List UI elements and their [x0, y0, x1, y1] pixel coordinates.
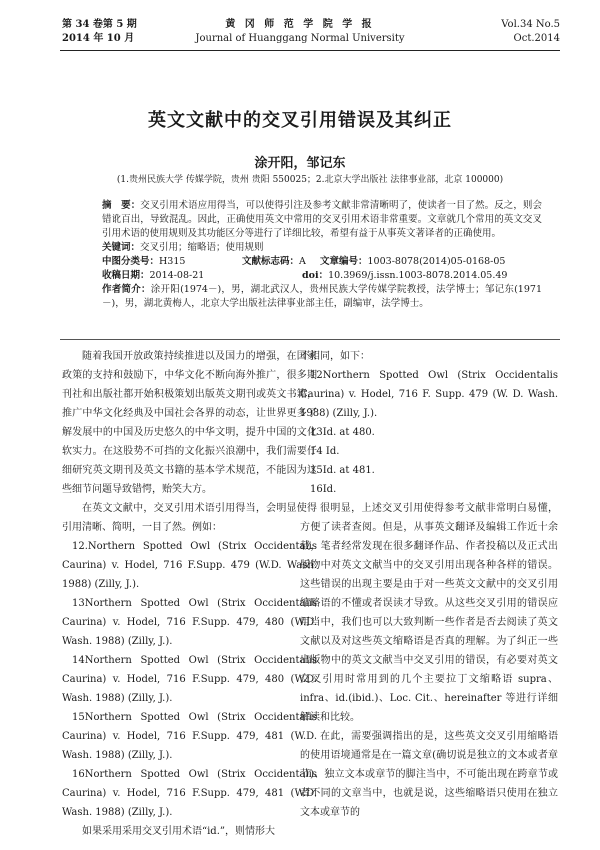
doi-value: 10.3969/j.issn.1003-8078.2014.05.49 — [328, 270, 508, 281]
received-value: 2014-08-21 — [149, 270, 205, 281]
paragraph: 不相同，如下： — [300, 351, 370, 362]
citation-line: 16Id. — [310, 484, 337, 495]
header-divider — [60, 50, 560, 51]
article-meta — [102, 199, 542, 311]
bio-label: 作者简介： — [102, 284, 151, 295]
body-column-right — [300, 347, 558, 822]
citation-line: 15Id. at 481. — [310, 465, 375, 476]
body-column-left — [62, 347, 317, 841]
doc-code-value: A — [299, 256, 306, 267]
paragraph: 在英文文献中，交叉引用术语引用得当，会明显使得引用清晰、简明，一目了然。例如： — [62, 503, 317, 533]
header-center — [150, 18, 450, 46]
received-label: 收稿日期： — [102, 270, 150, 281]
keywords-label: 关键词： — [102, 242, 141, 253]
citation-line: 14Northern Spotted Owl (Strix Occidentalis Caurina) v. Hodel, 716 F.Supp. 479, 480 (W.D. Wash. 1988) (Zilly, J.). — [62, 655, 317, 704]
paragraph: 很明显，上述交叉引用使得参考文献非常明白易懂，方便了读者查阅。但是，从事英文翻译及编辑工作近十余载，笔者经常发现在很多翻译作品、作者投稿以及正式出版物中对英文文献当中的交叉引用出现各种各样的错误。这些错误的出现主要是由于对一些英文文献中的交叉引用缩略语的不懂或者误读才导致。从这些交叉引用的错误应用当中，我们也可以大致判断一些作者是否去阅读了英文文献以及对这些英文缩略语是否真的理解。为了纠正一些出版物中的英文文献当中交叉引用的错误，有必要对英文交叉引用时常用到的几个主要拉丁文缩略语 supra、infra、id.(ibid.)、Loc. Cit.、hereinafter 等进行详细解读和比较。 — [300, 503, 558, 723]
abstract — [102, 199, 542, 241]
abstract-text: 交叉引用术语应用得当，可以使得引注及参考文献非常清晰明了，使读者一目了然。反之，则会错讹百出，导致混乱。因此，正确使用英文中常用的交叉引用术语非常重要。文章就几个常用的英文交叉引用术语的使用规则及其功能区分等进行了详细比较，希望有益于从事英文著译者的正确使用。 — [102, 200, 542, 239]
article-no-label: 文章编号： — [320, 256, 368, 267]
clc-value: H315 — [159, 256, 186, 267]
journal-name-cn: 黄 冈 师 范 学 院 学 报 — [225, 19, 375, 30]
volume-cn: 第 34 卷第 5 期 — [62, 19, 137, 30]
received-doi-row — [102, 269, 542, 283]
citation-line: 13Id. at 480. — [310, 427, 375, 438]
paragraph: 在此，需要强调指出的是，这些英文交叉引用缩略语的使用语境通常是在一篇文章(确切说是独立的文本或者章节)、独立文本或章节的脚注当中，不可能出现在跨章节或者不同的文章当中，也就是说，这些缩略语只使用在独立文本或章节的 — [300, 731, 558, 818]
keywords — [102, 241, 542, 255]
volume-en: Vol.34 No.5 — [501, 19, 560, 30]
meta-divider — [60, 339, 560, 340]
keywords-text: 交叉引用；缩略语；使用规则 — [140, 242, 264, 253]
affiliation: (1.贵州民族大学 传媒学院，贵州 贵阳 550025；2.北京大学出版社 法律事业部，北京 100000) — [116, 175, 504, 185]
paragraph: 随着我国开放政策持续推进以及国力的增强，在国家政策的支持和鼓励下，中华文化不断向海外推广，很多期刊社和出版社都开始积极策划出版英文期刊或英文书籍，推广中华文化经典及中国社会各界的动态，让世界更多了解发展中的中国及历史悠久的中华文明，提升中国的文化软实力。在这股势不可挡的文化振兴浪潮中，我们需要仔细研究英文期刊及英文书籍的基本学术规范，不能因为这些细节问题导致错愕，贻笑大方。 — [62, 351, 317, 495]
citation-line: 13Northern Spotted Owl (Strix Occidentalis Caurina) v. Hodel, 716 F.Supp. 479, 480 (W.D. Wash. 1988) (Zilly, J.). — [62, 598, 317, 647]
citation-line: 12.Northern Spotted Owl (Strix Occidentalis Caurina) v. Hodel, 716 F.Supp. 479 (W.D. Wash. 1988) (Zilly, J.). — [62, 541, 317, 590]
article-no-value: 1003-8078(2014)05-0168-05 — [367, 256, 506, 267]
date-en: Oct.2014 — [513, 33, 560, 44]
date-cn: 2014 年 10 月 — [62, 33, 135, 44]
author-bio — [102, 283, 542, 311]
journal-name-en: Journal of Huanggang Normal University — [195, 33, 405, 44]
doi-label: doi： — [302, 270, 329, 281]
header-right — [501, 18, 560, 46]
citation-line: 15Northern Spotted Owl (Strix Occidentalis Caurina) v. Hodel, 716 F.Supp. 479, 481 (W.D. Wash. 1988) (Zilly, J.). — [62, 712, 317, 761]
clc-label: 中图分类号： — [102, 256, 160, 267]
citation-line: 16Northern Spotted Owl (Strix Occidentalis Caurina) v. Hodel, 716 F.Supp. 479, 481 (W.D. Wash. 1988) (Zilly, J.). — [62, 769, 317, 818]
bio-text: 涂开阳(1974－)，男，湖北武汉人，贵州民族大学传媒学院教授，法学博士；邹记东(1971－)，男，湖北黄梅人，北京大学出版社法律事业部主任，副编审，法学博士。 — [102, 284, 542, 309]
paper-title: 英文文献中的交叉引用错误及其纠正 — [148, 110, 452, 131]
header-left — [62, 18, 137, 46]
doc-code-label: 文献标志码： — [242, 256, 300, 267]
citation-line: 12Northern Spotted Owl (Strix Occidentalis Caurina) v. Hodel, 716 F. Supp. 479 (W. D. Wash. 1988) (Zilly, J.). — [300, 370, 558, 419]
abstract-label: 摘 要： — [102, 200, 141, 211]
paragraph: 如果采用采用交叉引用术语“id.”，则情形大 — [82, 826, 276, 837]
classification-row — [102, 255, 542, 269]
citation-line: 14 Id. — [310, 446, 340, 457]
authors: 涂开阳，邹记东 — [254, 156, 346, 171]
